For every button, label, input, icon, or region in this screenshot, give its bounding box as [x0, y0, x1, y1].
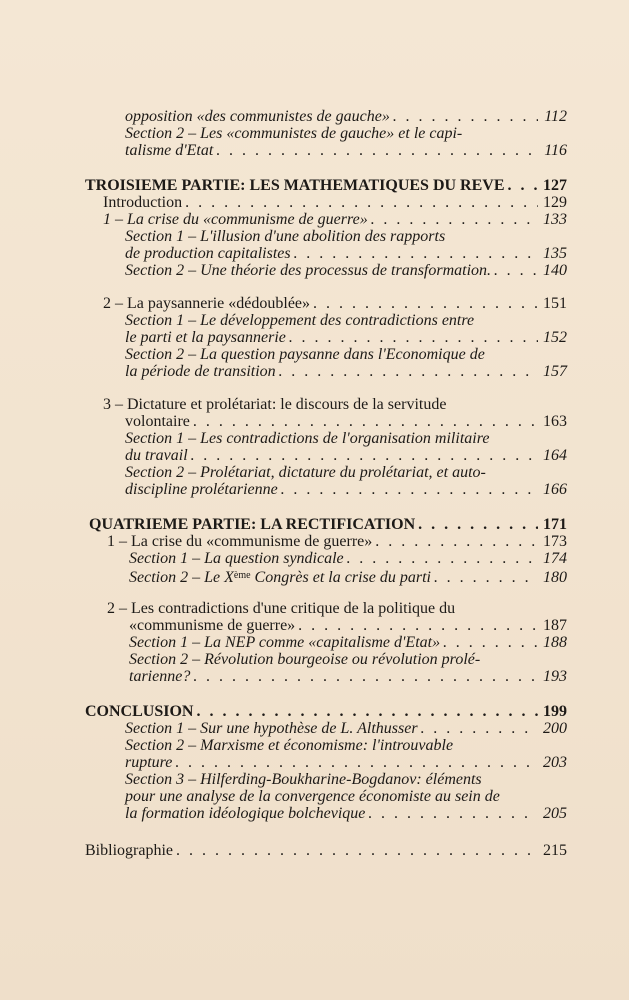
- toc-entry-title: discipline prolétarienne: [125, 481, 278, 498]
- toc-entry-title: Section 2 – La question paysanne dans l'Economique de: [125, 346, 485, 363]
- toc-page-number: 205: [543, 805, 567, 822]
- toc-entry[interactable]: [85, 447, 567, 464]
- toc-page-number: 116: [544, 142, 567, 159]
- toc-chapter-title: 3 – Dictature et prolétariat: le discours de la servitude: [103, 396, 447, 413]
- toc-part-heading[interactable]: [85, 516, 567, 533]
- dot-leader: [193, 413, 538, 430]
- toc-entry[interactable]: [85, 668, 567, 685]
- toc-page-number: 152: [543, 329, 567, 346]
- dot-leader: [418, 516, 538, 533]
- dot-leader: [281, 481, 538, 498]
- toc-entry[interactable]: [85, 720, 567, 737]
- toc-entry-title: Section 2 – Marxisme et économisme: l'introuvable: [125, 737, 454, 754]
- toc-entry: [85, 312, 567, 329]
- toc-entry-title: talisme d'Etat: [125, 142, 214, 159]
- toc-chapter: [85, 396, 567, 413]
- toc-part-title: TROISIEME PARTIE: LES MATHEMATIQUES DU REVE: [85, 177, 505, 194]
- toc-entry[interactable]: [85, 194, 567, 211]
- toc-entry-title: le parti et la paysannerie: [125, 329, 286, 346]
- toc-entry[interactable]: [85, 550, 567, 567]
- dot-leader: [421, 720, 538, 737]
- toc-entry-title: Section 1 – Sur une hypothèse de L. Althusser: [125, 720, 418, 737]
- toc-page-number: 188: [543, 634, 567, 651]
- toc-entry-title: Section 1 – L'illusion d'une abolition des rapports: [125, 228, 446, 245]
- toc-entry[interactable]: [85, 842, 567, 859]
- toc-entry[interactable]: [85, 108, 567, 125]
- dot-leader: [176, 842, 538, 859]
- toc-entry[interactable]: [85, 363, 567, 380]
- toc-entry-title: opposition «des communistes de gauche»: [125, 108, 390, 125]
- toc-page-number: 140: [543, 262, 567, 279]
- toc-page-number: 157: [543, 363, 567, 380]
- toc-entry-title: rupture: [125, 754, 173, 771]
- toc-entry-title: pour une analyse de la convergence économiste au sein de: [125, 788, 500, 805]
- toc-entry[interactable]: [85, 329, 567, 346]
- dot-leader: [191, 447, 538, 464]
- toc-entry-title: [129, 567, 431, 586]
- toc-page-number: 199: [543, 703, 567, 720]
- toc-chapter-title: 2 – Les contradictions d'une critique de la politique du: [107, 600, 456, 617]
- toc-page-number: 174: [543, 550, 567, 567]
- toc-page-number: 164: [543, 447, 567, 464]
- toc-page-number: 133: [543, 211, 567, 228]
- dot-leader: [216, 142, 538, 159]
- toc-entry-title-part: Section 2 – Le X: [129, 569, 234, 586]
- toc-page-number: 112: [544, 108, 567, 125]
- dot-leader: [443, 634, 538, 651]
- toc-page-number: 193: [543, 668, 567, 685]
- dot-leader: [193, 668, 538, 685]
- toc-entry[interactable]: [85, 754, 567, 771]
- toc-chapter-title: 1 – La crise du «communisme de guerre»: [103, 211, 368, 228]
- dot-leader: [434, 569, 538, 586]
- toc-page-number: 163: [543, 413, 567, 430]
- dot-leader: [175, 754, 538, 771]
- toc-entry-title: Section 1 – La NEP comme «capitalisme d'Etat»: [129, 634, 441, 651]
- toc-chapter[interactable]: [85, 617, 567, 634]
- toc-part-heading[interactable]: [85, 703, 567, 720]
- toc-entry-title: la formation idéologique bolchevique: [125, 805, 366, 822]
- toc-entry-title: Section 1 – Les contradictions de l'organisation militaire: [125, 430, 490, 447]
- toc-entry-title: Section 1 – Le développement des contradictions entre: [125, 312, 475, 329]
- toc-entry-title: du travail: [125, 447, 188, 464]
- dot-leader: [347, 550, 538, 567]
- toc-entry-title: Section 3 – Hilferding-Boukharine-Bogdanov: éléments: [125, 771, 482, 788]
- toc-entry-title: de production capitalistes: [125, 245, 291, 262]
- toc-chapter: [85, 600, 567, 617]
- dot-leader: [279, 363, 538, 380]
- toc-entry-title: Section 2 – Les «communistes de gauche» et le capi-: [125, 125, 463, 142]
- toc-entry-title: Introduction: [103, 194, 183, 211]
- dot-leader: [196, 703, 538, 720]
- dot-leader: [375, 533, 538, 550]
- toc-entry[interactable]: [85, 262, 567, 279]
- toc-entry: [85, 737, 567, 754]
- toc-chapter[interactable]: [85, 295, 567, 312]
- toc-entry-title: Bibliographie: [85, 842, 173, 859]
- toc-entry: [85, 125, 567, 142]
- toc-entry: [85, 771, 567, 788]
- dot-leader: [371, 211, 538, 228]
- toc-entry: [85, 788, 567, 805]
- toc-entry-title: Section 1 – La question syndicale: [129, 550, 344, 567]
- dot-leader: [289, 329, 538, 346]
- table-of-contents: [85, 108, 567, 859]
- toc-entry: [85, 464, 567, 481]
- toc-page-number: 180: [543, 569, 567, 586]
- toc-page-number: 215: [543, 842, 567, 859]
- toc-page-number: 173: [543, 533, 567, 550]
- toc-chapter[interactable]: [85, 533, 567, 550]
- toc-entry[interactable]: [85, 634, 567, 651]
- toc-entry: [85, 228, 567, 245]
- toc-page-number: 171: [543, 516, 567, 533]
- toc-page-number: 166: [543, 481, 567, 498]
- dot-leader: [185, 194, 538, 211]
- dot-leader: [508, 177, 539, 194]
- toc-entry-title: Section 2 – Révolution bourgeoise ou révolution prolé-: [129, 651, 481, 668]
- toc-chapter[interactable]: [85, 413, 567, 430]
- toc-entry-title: Section 2 – Une théorie des processus de transformation.: [125, 262, 492, 279]
- toc-part-title: QUATRIEME PARTIE: LA RECTIFICATION: [89, 516, 416, 533]
- dot-leader: [298, 617, 538, 634]
- toc-chapter-title: 1 – La crise du «communisme de guerre»: [107, 533, 373, 550]
- toc-chapter-title: volontaire: [125, 413, 190, 430]
- toc-entry-title-part: Congrès et la crise du parti: [250, 569, 431, 586]
- toc-part-title: CONCLUSION: [85, 703, 194, 720]
- toc-entry: [85, 430, 567, 447]
- toc-page-number: 200: [543, 720, 567, 737]
- toc-chapter[interactable]: [85, 211, 567, 228]
- toc-part-heading[interactable]: [85, 177, 567, 194]
- dot-leader: [393, 108, 538, 125]
- dot-leader: [313, 295, 538, 312]
- toc-chapter-title: «communisme de guerre»: [129, 617, 296, 634]
- toc-page-number: 129: [543, 194, 567, 211]
- toc-entry: [85, 346, 567, 363]
- toc-entry-title: la période de transition: [125, 363, 276, 380]
- toc-entry-title: tarienne?: [129, 668, 191, 685]
- toc-entry: [85, 651, 567, 668]
- toc-chapter-title: 2 – La paysannerie «dédoublée»: [103, 295, 311, 312]
- toc-entry[interactable]: [85, 481, 567, 498]
- toc-entry[interactable]: [85, 142, 567, 159]
- toc-entry[interactable]: [85, 245, 567, 262]
- toc-page-number: 151: [543, 295, 567, 312]
- toc-page-number: 135: [543, 245, 567, 262]
- dot-leader: [368, 805, 538, 822]
- dot-leader: [494, 262, 538, 279]
- toc-page-number: 127: [543, 177, 567, 194]
- toc-entry[interactable]: [85, 567, 567, 584]
- toc-entry-title: Section 2 – Prolétariat, dictature du prolétariat, et auto-: [125, 464, 486, 481]
- dot-leader: [294, 245, 538, 262]
- superscript-ordinal: ème: [233, 570, 251, 581]
- toc-page-number: 203: [543, 754, 567, 771]
- toc-page-number: 187: [543, 617, 567, 634]
- toc-entry[interactable]: [85, 805, 567, 822]
